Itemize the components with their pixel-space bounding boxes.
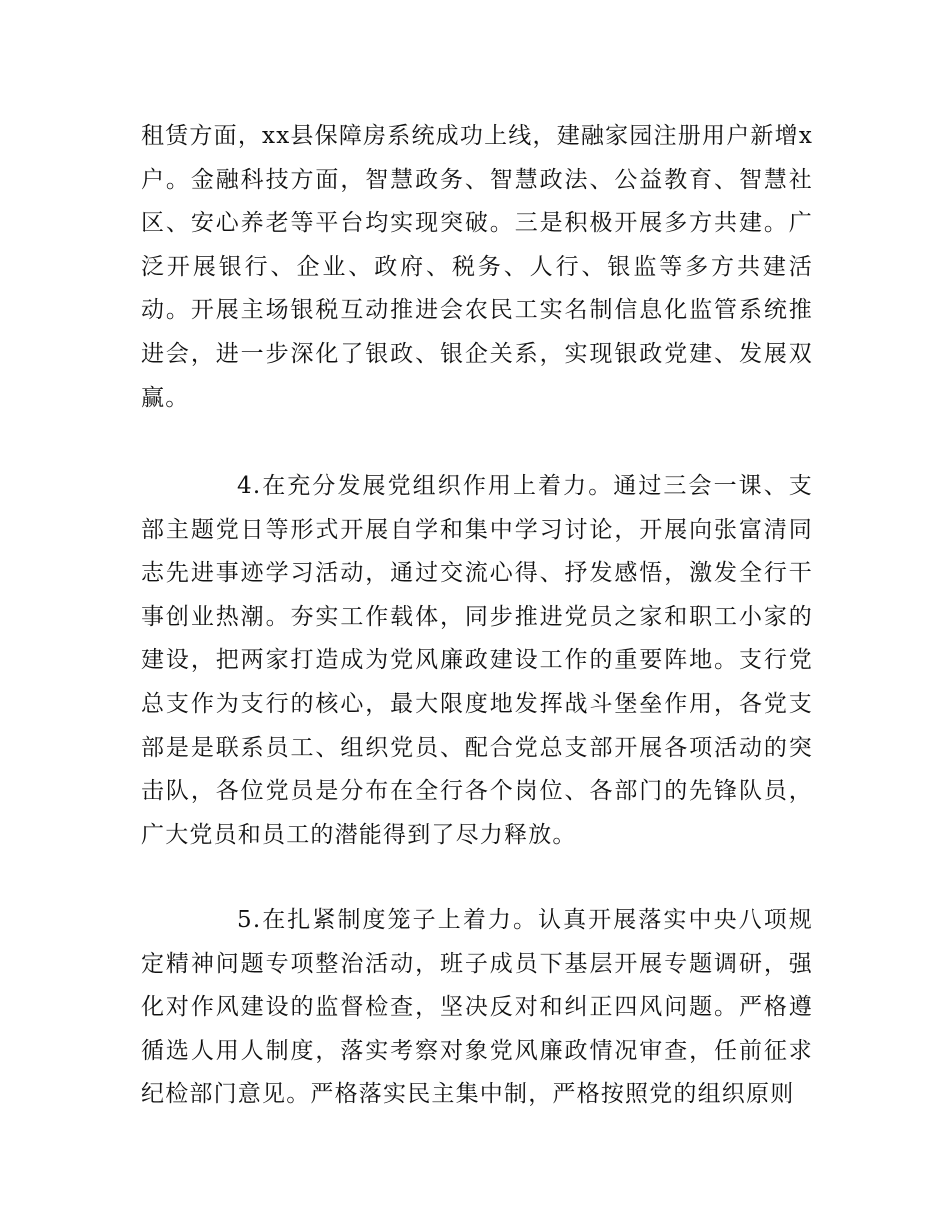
paragraph-1: 租赁方面，xx县保障房系统成功上线，建融家园注册用户新增x户。金融科技方面，智慧政务、智慧政法、公益教育、智慧社区、安心养老等平台均实现突破。三是积极开展多方共建。广泛开展银行、企业、政府、税务、人行、银监等多方共建活动。开展主场银税互动推进会农民工实名制信息化监管系统推进会，进一步深化了银政、银企关系，实现银政党建、发展双赢。: [141, 123, 813, 411]
paragraph-2: 4.在充分发展党组织作用上着力。通过三会一课、支部主题党日等形式开展自学和集中学习讨论，开展向张富清同志先进事迹学习活动，通过交流心得、抒发感悟，激发全行干事创业热潮。夯实工作载体，同步推进党员之家和职工小家的建设，把两家打造成为党风廉政建设工作的重要阵地。支行党总支作为支行的核心，最大限度地发挥战斗堡垒作用，各党支部是是联系员工、组织党员、配合党总支部开展各项活动的突击队，各位党员是分布在全行各个岗位、各部门的先锋队员，广大党员和员工的潜能得到了尽力释放。: [141, 473, 813, 848]
paragraph-3: 5.在扎紧制度笼子上着力。认真开展落实中央八项规定精神问题专项整治活动，班子成员下基层开展专题调研，强化对作风建设的监督检查，坚决反对和纠正四风问题。严格遵循选人用人制度，落实考察对象党风廉政情况审查，任前征求纪检部门意见。严格落实民主集中制，严格按照党的组织原则: [141, 907, 813, 1108]
